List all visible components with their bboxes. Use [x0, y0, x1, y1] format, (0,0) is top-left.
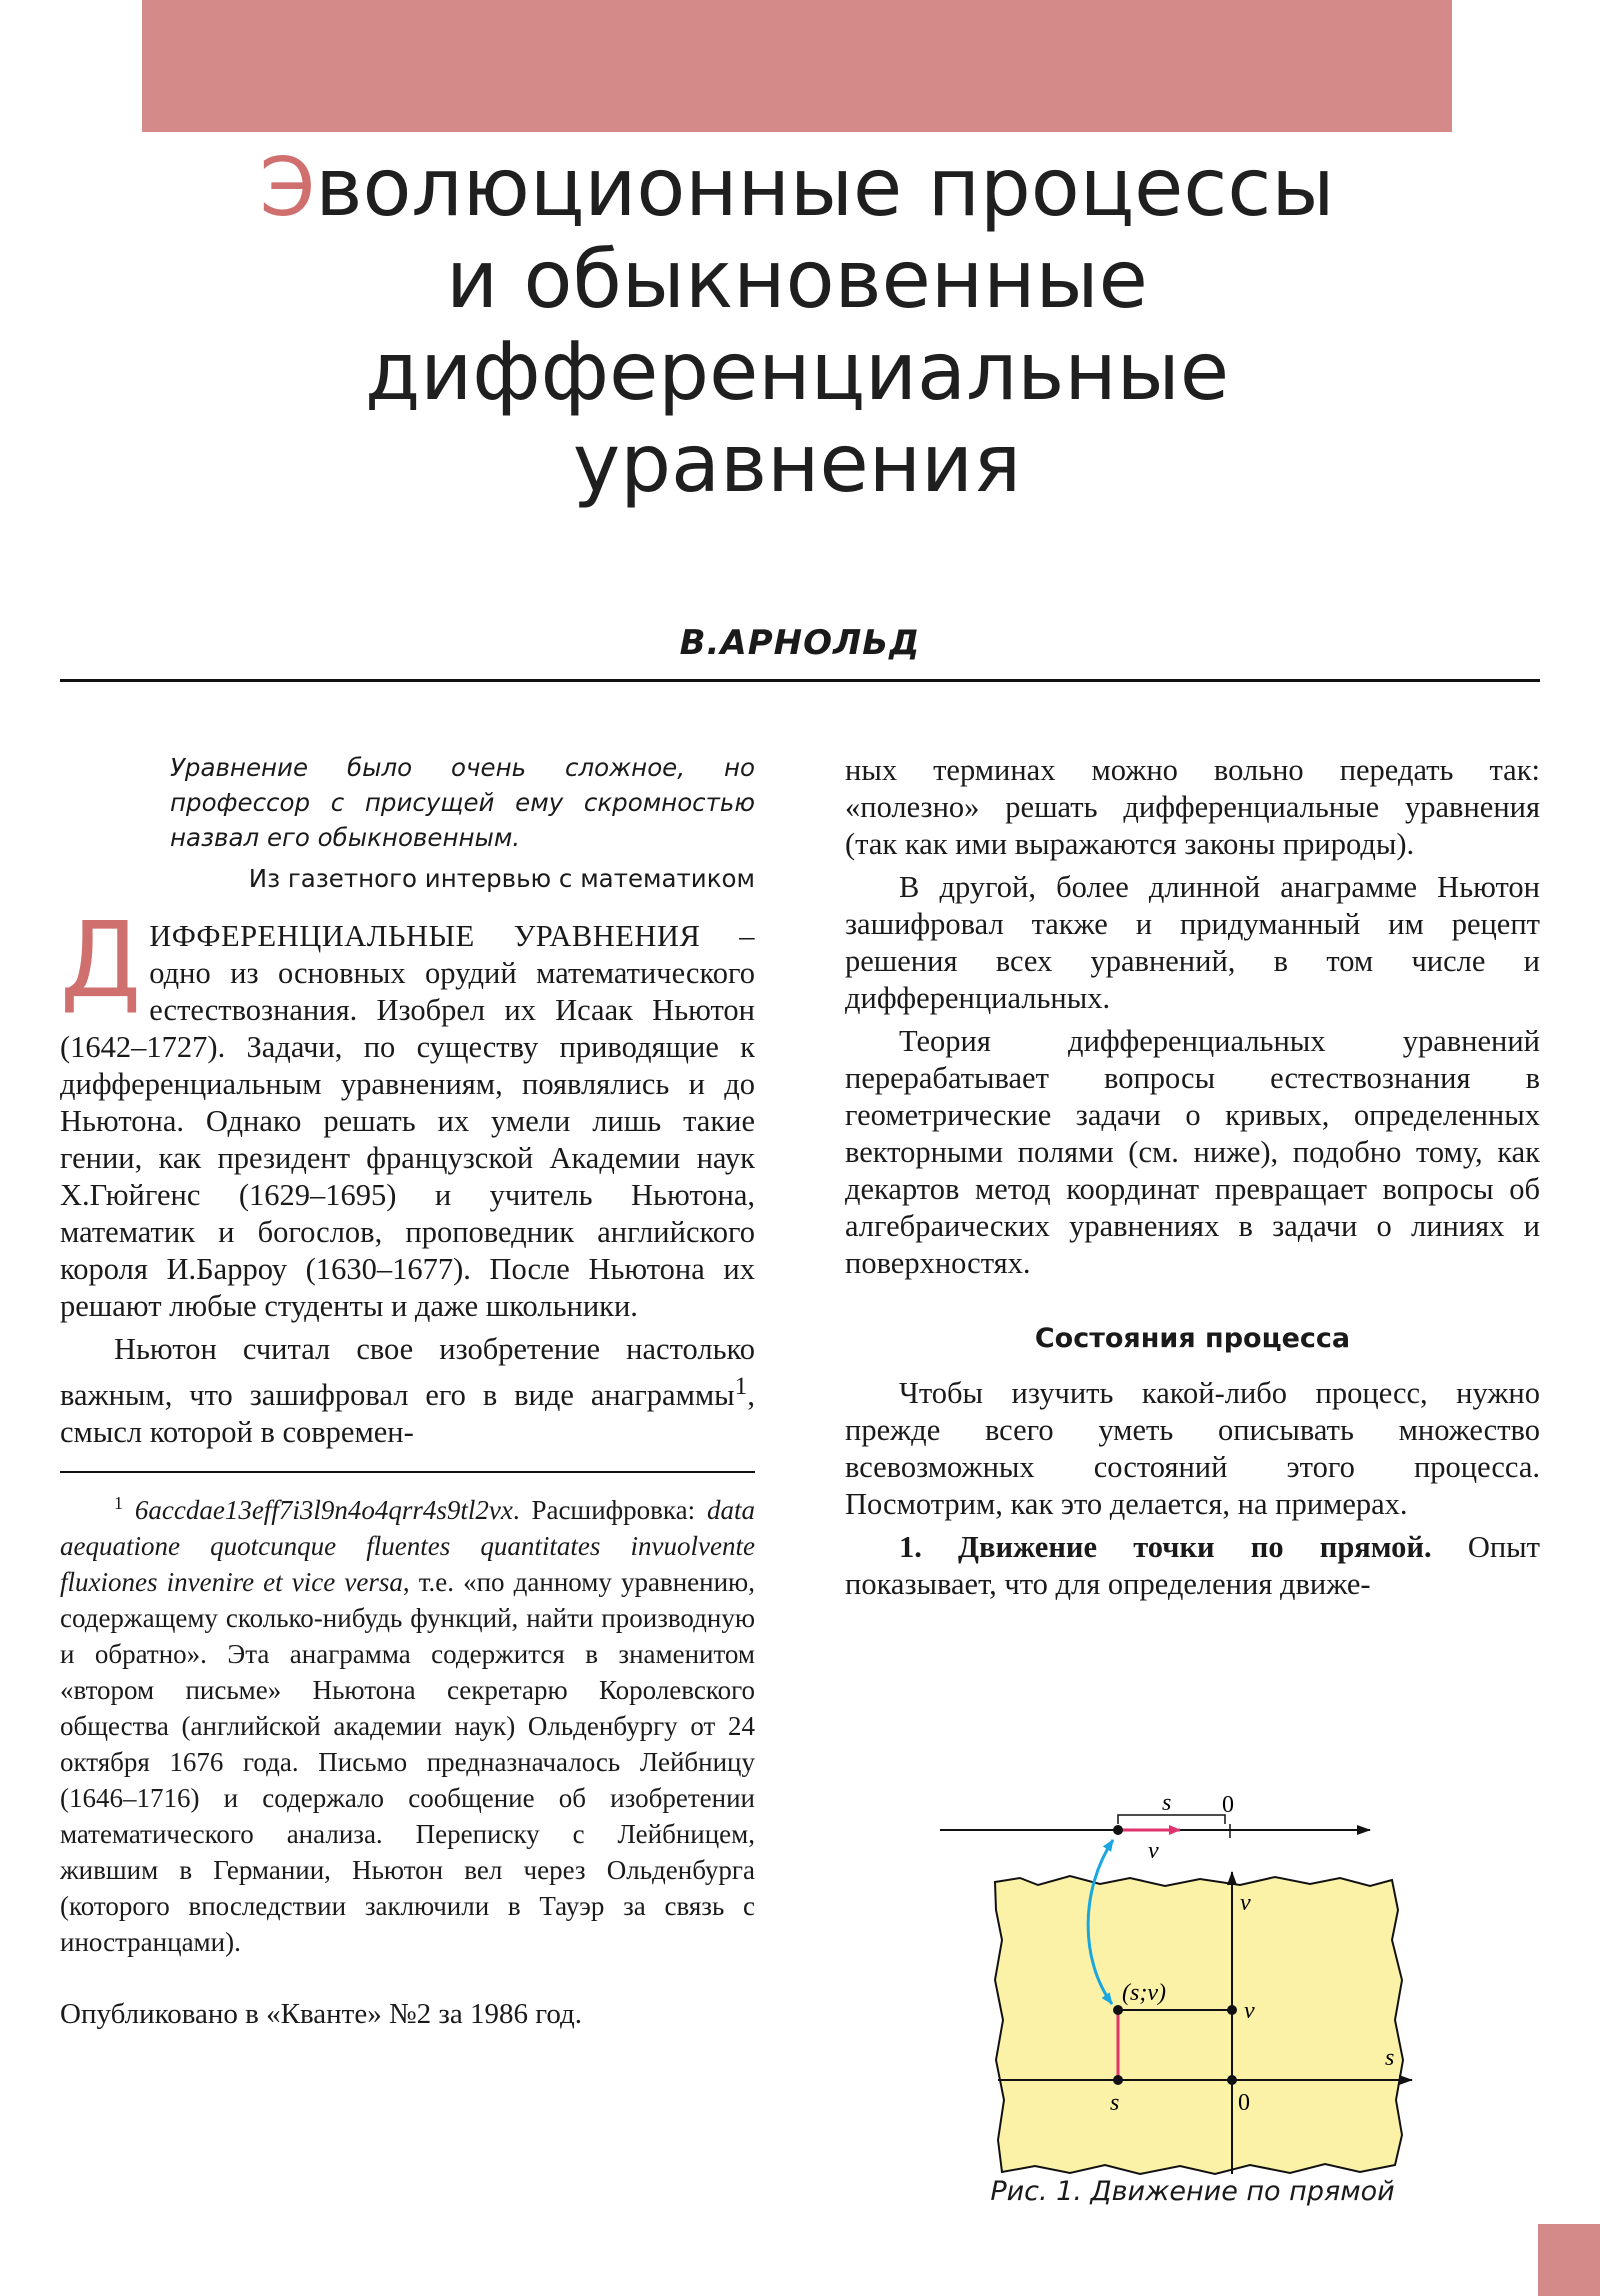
- newton-paragraph: Ньютон считал свое изобретение настолько важным, что зашифровал его в виде анаграммы$^1$, смысл которой в современ-: [60, 1332, 755, 1450]
- phase-plane: [995, 1876, 1403, 2174]
- anagram-code: 6accdae13eff7i3l9n4o4qrr4s9tl2vx: [134, 1495, 513, 1526]
- page-title: [142, 142, 1452, 510]
- right-paragraph-5: 1. Движение точки по прямой. Опыт показывает, что для определения движе-: [845, 1530, 1540, 1601]
- left-column: [60, 750, 755, 2033]
- state-point: [1113, 2005, 1123, 2015]
- right-paragraph-2: В другой, более длинной анаграмме Ньютон зашифровал также и придуманный им рецепт решения всех уравнений, в том числе и дифференциальных.: [845, 870, 1540, 1015]
- s-bracket: [1118, 1815, 1225, 1824]
- title-line-1: Эволюционные процессы: [259, 141, 1335, 234]
- header-color-band: [142, 0, 1452, 132]
- footnote-ref[interactable]: 1: [734, 1372, 748, 1400]
- top-zero-label: 0: [1222, 1792, 1234, 1818]
- example-heading: 1. Движение точки по прямой.: [899, 1530, 1432, 1564]
- title-initial: Э: [259, 141, 316, 234]
- s-tick-point: [1113, 2075, 1123, 2085]
- s-axis-label: s: [1385, 2045, 1395, 2071]
- footnote: $^1$ 6accdae13eff7i3l9n4o4qrr4s9tl2vx. Расшифровка: data aequatione quotcunque fluentes quantitates invuolvente fluxiones invenire et vice versa, т.е. «по данному уравнению, содержащему сколько-нибудь функций, найти производную и обратно». Эта анаграмма содержится в знаменитом «втором письме» Ньютона секретарю Королевского общества (английской академии наук) Ольденбургу от 24 октября 1676 года. Письмо предназначалось Лейбницу (1646–1716) и содержало сообщение об изобретении математического анализа. Переписку с Лейбницем, жившим в Германии, Ньютон вел через Ольденбурга (которого впоследствии заключили в Тауэр за связь с иностранцами).: [60, 1493, 755, 1958]
- title-line-2: и обыкновенные: [446, 233, 1148, 326]
- figure-1-diagram: [940, 1790, 1420, 2210]
- origin-label: 0: [1238, 2090, 1250, 2116]
- intro-paragraph: [60, 899, 755, 1325]
- header-divider: [60, 679, 1540, 682]
- v-axis-label: v: [1240, 1890, 1251, 1916]
- footnote-divider: [60, 1471, 755, 1473]
- figure-caption: Рис. 1. Движение по прямой: [990, 2176, 1395, 2207]
- title-line-4: уравнения: [572, 417, 1022, 510]
- origin-point: [1227, 2075, 1237, 2085]
- right-column: [845, 752, 1540, 1603]
- drop-cap: Д: [60, 899, 142, 1021]
- author-name: В.АРНОЛЬД: [679, 623, 921, 663]
- page-corner-tab: [1538, 2224, 1600, 2296]
- s-tick-label: s: [1110, 2090, 1120, 2116]
- epigraph-source: Из газетного интервью с математиком: [248, 864, 755, 893]
- right-paragraph-3: Теория дифференциальных уравнений перерабатывает вопросы естествознания в геометрические задачи о кривых, определенных векторными полями (см. ниже), подобно тому, как декартов метод координат превращает вопросы об алгебраических уравнениях в задачи о линиях и поверхностях.: [845, 1024, 1540, 1280]
- intro-text: одно из основных орудий математического естествознания. Изобрел их Исаак Ньютон (1642–1727). Задачи, по существу приводящие к дифференциальным уравнениям, появлялись и до Ньютона. Однако решать их умели лишь такие гении, как президент французской Академии наук Х.Гюйгенс (1629–1695) и учитель Ньютона, математик и богослов, проповедник английского короля И.Барроу (1630–1677). После Ньютона их решают любые студенты и даже школьники.: [60, 956, 755, 1323]
- title-line-3: дифференциальные: [364, 325, 1230, 418]
- right-paragraph-4: Чтобы изучить какой-либо процесс, нужно прежде всего уметь описывать множество всевозможных состояний этого процесса. Посмотрим, как это делается, на примерах.: [845, 1376, 1540, 1521]
- intro-caps: ИФФЕРЕНЦИАЛЬНЫЕ УРАВНЕНИЯ –: [149, 919, 755, 953]
- top-v-label: v: [1148, 1838, 1159, 1864]
- moving-point: [1113, 1825, 1123, 1835]
- publication-note: Опубликовано в «Кванте» №2 за 1986 год.: [60, 1998, 583, 2031]
- v-tick-label: v: [1244, 1998, 1255, 2024]
- section-heading: Состояния процесса: [1034, 1323, 1351, 1354]
- right-paragraph-1: ных терминах можно вольно передать так: «полезно» решать дифференциальные уравнения (так как ими выражаются законы природы).: [845, 753, 1540, 861]
- v-tick-point: [1227, 2005, 1237, 2015]
- epigraph-text: Уравнение было очень сложное, но профессор с присущей ему скромностью назвал его обыкновенным.: [170, 753, 755, 852]
- latin-text: data aequatione quotcunque fluentes quantitates invuolvente fluxiones invenire et vice versa: [60, 1495, 755, 1598]
- state-label: (s;v): [1122, 1980, 1166, 2006]
- top-s-label: s: [1162, 1790, 1172, 1816]
